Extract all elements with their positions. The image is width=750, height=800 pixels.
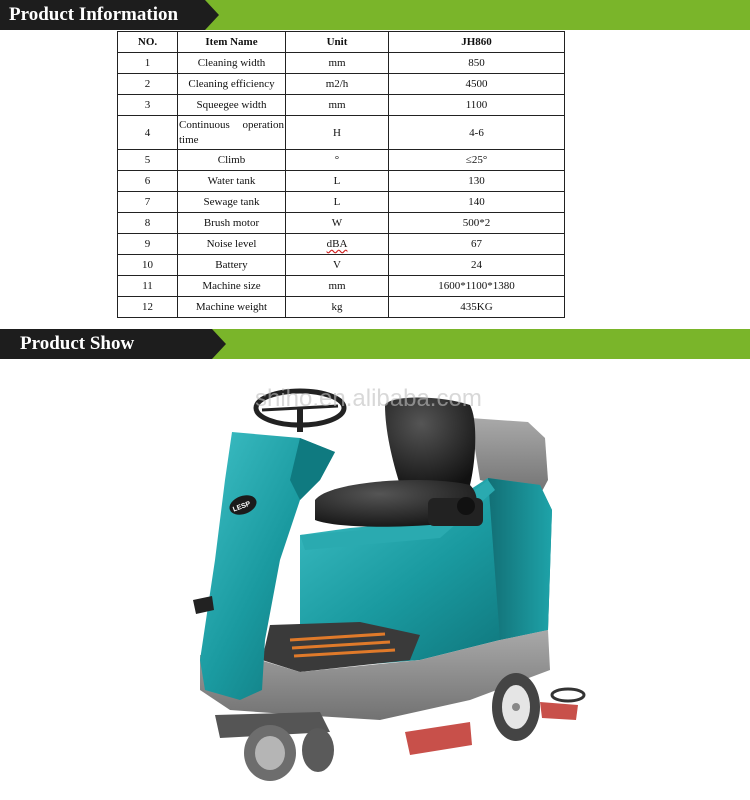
row-item: Cleaning efficiency <box>178 74 286 95</box>
row-item: Sewage tank <box>178 192 286 213</box>
row-no: 5 <box>118 150 178 171</box>
row-item: Continuous operation time <box>178 116 286 150</box>
row-item: Water tank <box>178 171 286 192</box>
banner-arrow <box>212 329 226 359</box>
row-unit: L <box>286 192 389 213</box>
row-unit: mm <box>286 53 389 74</box>
table-row <box>118 95 565 116</box>
row-no: 12 <box>118 297 178 318</box>
watermark: shiho.en.alibaba.com <box>255 385 482 412</box>
row-unit: L <box>286 171 389 192</box>
spec-table <box>117 31 565 318</box>
product-show-banner <box>0 329 750 359</box>
row-value: 24 <box>389 255 565 276</box>
table-row <box>118 297 565 318</box>
row-value: 130 <box>389 171 565 192</box>
row-item: Squeegee width <box>178 95 286 116</box>
col-header-item-name: Item Name <box>178 32 286 53</box>
col-header-no: NO. <box>118 32 178 53</box>
row-item: Machine weight <box>178 297 286 318</box>
row-unit <box>286 234 389 255</box>
row-item: Climb <box>178 150 286 171</box>
row-unit: mm <box>286 276 389 297</box>
table-row <box>118 213 565 234</box>
row-item: Battery <box>178 255 286 276</box>
row-unit: kg <box>286 297 389 318</box>
row-value: 435KG <box>389 297 565 318</box>
product-photo <box>0 360 750 800</box>
row-value: ≤25° <box>389 150 565 171</box>
row-value: 850 <box>389 53 565 74</box>
table-row <box>118 53 565 74</box>
table-row <box>118 150 565 171</box>
product-information-title: Product Information <box>0 0 205 30</box>
row-value: 67 <box>389 234 565 255</box>
row-unit-text: dBA <box>326 238 348 250</box>
row-value: 4-6 <box>389 116 565 150</box>
row-value: 1100 <box>389 95 565 116</box>
row-no: 2 <box>118 74 178 95</box>
rear-wheel <box>492 673 540 741</box>
table-row <box>118 74 565 95</box>
table-row <box>118 171 565 192</box>
row-no: 3 <box>118 95 178 116</box>
row-unit: ° <box>286 150 389 171</box>
table-row <box>118 192 565 213</box>
row-value: 4500 <box>389 74 565 95</box>
row-no: 8 <box>118 213 178 234</box>
row-value: 500*2 <box>389 213 565 234</box>
row-unit: m2/h <box>286 74 389 95</box>
row-item: Machine size <box>178 276 286 297</box>
col-header-unit: Unit <box>286 32 389 53</box>
table-row <box>118 234 565 255</box>
row-no: 7 <box>118 192 178 213</box>
row-item: Noise level <box>178 234 286 255</box>
banner-arrow <box>205 0 219 30</box>
row-no: 1 <box>118 53 178 74</box>
row-unit: mm <box>286 95 389 116</box>
row-no: 10 <box>118 255 178 276</box>
row-item: Brush motor <box>178 213 286 234</box>
product-show-title: Product Show <box>0 329 212 359</box>
table-row <box>118 116 565 150</box>
svg-text:LESP: LESP <box>231 500 252 514</box>
col-header-model: JH860 <box>389 32 565 53</box>
table-row <box>118 276 565 297</box>
front-wheel <box>215 712 334 781</box>
spec-table-header <box>118 32 565 53</box>
row-no: 4 <box>118 116 178 150</box>
row-no: 11 <box>118 276 178 297</box>
row-unit: H <box>286 116 389 150</box>
row-item: Cleaning width <box>178 53 286 74</box>
row-no: 6 <box>118 171 178 192</box>
row-unit: W <box>286 213 389 234</box>
product-information-banner <box>0 0 750 30</box>
row-value: 1600*1100*1380 <box>389 276 565 297</box>
row-no: 9 <box>118 234 178 255</box>
row-value: 140 <box>389 192 565 213</box>
table-row <box>118 255 565 276</box>
row-unit: V <box>286 255 389 276</box>
